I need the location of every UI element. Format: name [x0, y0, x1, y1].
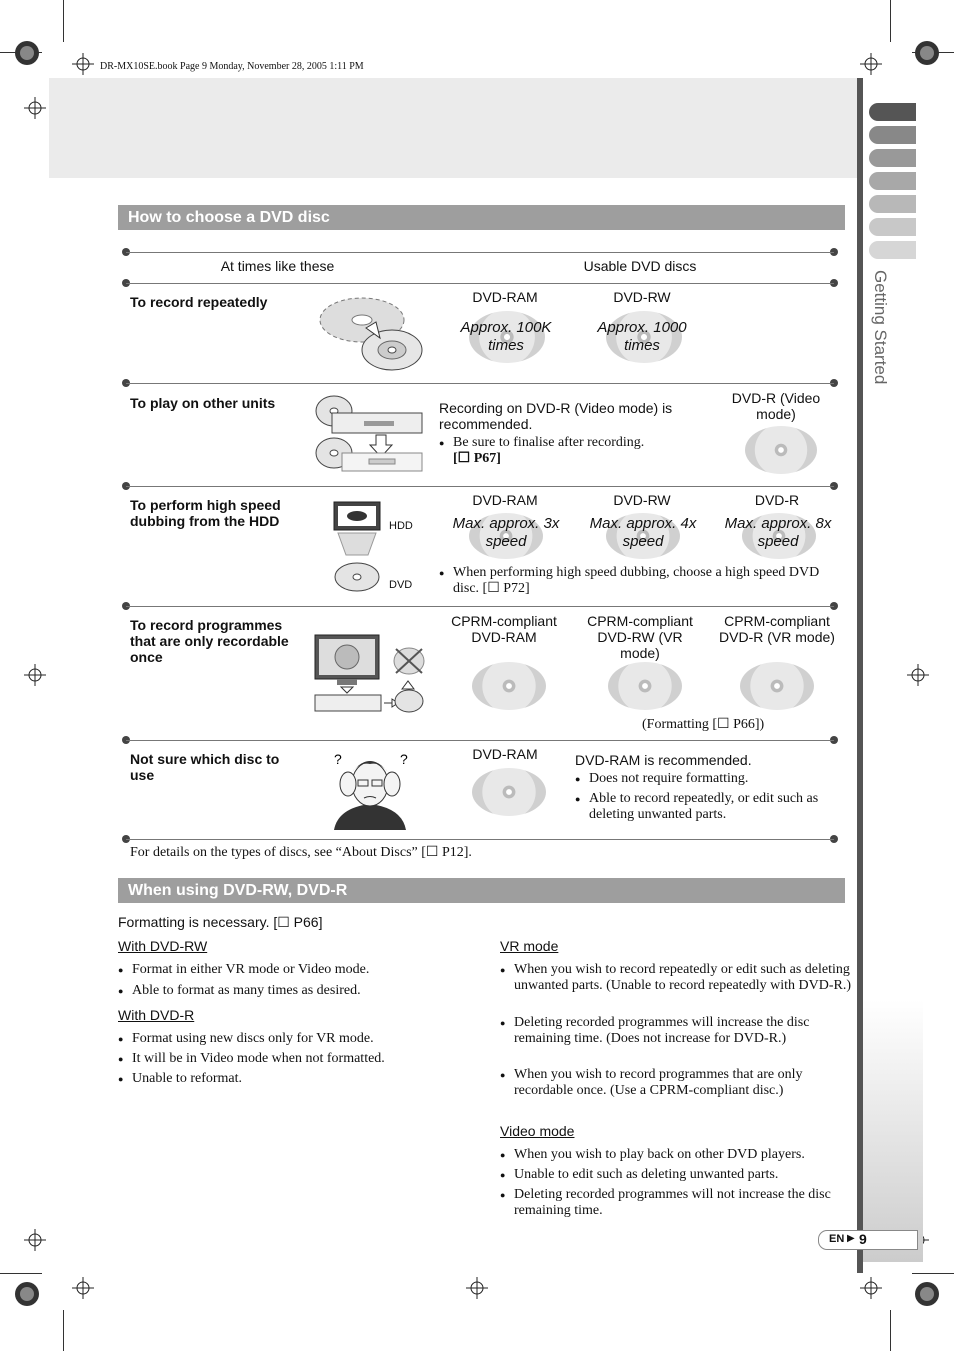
- bullet-item: ● When you wish to play back on other DVD players.: [500, 1147, 856, 1163]
- crosshair-icon: [24, 664, 46, 686]
- disc-type-label: CPRM-compliant DVD-R (VR mode): [719, 613, 835, 645]
- chapter-tab[interactable]: [869, 195, 916, 213]
- disc-type-label: DVD-RAM: [472, 289, 538, 305]
- registration-mark-icon: [14, 1281, 40, 1307]
- column-header-right: Usable DVD discs: [583, 258, 697, 274]
- bullet-item: ● Unable to edit such as deleting unwanted parts.: [500, 1167, 854, 1183]
- hdd-to-dvd-illustration: [330, 499, 385, 595]
- chapter-tab[interactable]: [869, 149, 916, 167]
- recommendation-text: Recording on DVD-R (Video mode) is recommended.: [439, 400, 673, 432]
- bullet-item: ● Able to record repeatedly, or edit such as deleting unwanted parts.: [575, 791, 854, 823]
- table-rule: [126, 606, 834, 607]
- bullet-item: ● When you wish to record programmes that are only recordable once. (Use a CPRM-compliant disc.): [500, 1067, 854, 1099]
- formatting-intro: Formatting is necessary. [☐ P66]: [118, 914, 323, 930]
- bullet-item: ● Does not require formatting.: [575, 771, 849, 787]
- bullet-item: ● Unable to reformat.: [118, 1071, 472, 1087]
- row-label: To record repeatedly: [130, 294, 268, 310]
- disc-icon: [745, 426, 817, 474]
- side-title: Getting Started: [871, 270, 890, 385]
- disc-icon: [740, 662, 814, 710]
- disc-type-label: DVD-RAM: [472, 492, 538, 508]
- svg-text:?: ?: [334, 751, 342, 767]
- table-rule: [126, 486, 834, 487]
- section-header: When using DVD-RW, DVD-R: [118, 878, 845, 903]
- disc-note: Max. approx. 4x speed: [589, 515, 697, 550]
- crosshair-icon: [907, 664, 929, 686]
- disc-type-label: DVD-R (Video mode): [731, 390, 821, 422]
- crosshair-icon: [24, 1229, 46, 1251]
- section-header: How to choose a DVD disc: [118, 205, 845, 230]
- disc-reuse-illustration: [316, 292, 428, 377]
- table-rule: [126, 383, 834, 384]
- disc-note: Approx. 100K times: [460, 319, 552, 354]
- crosshair-icon: [860, 53, 882, 75]
- right-gradient: [863, 1000, 923, 1262]
- subheading: With DVD-R: [118, 1007, 195, 1023]
- crosshair-icon: [72, 1277, 94, 1299]
- chapter-tab[interactable]: [869, 218, 916, 236]
- registration-mark-icon: [14, 40, 40, 66]
- registration-mark-icon: [914, 40, 940, 66]
- crop-mark: [912, 1273, 954, 1274]
- table-rule: [126, 252, 834, 253]
- subheading: With DVD-RW: [118, 938, 208, 954]
- crosshair-icon: [24, 97, 46, 119]
- recorder-player-illustration: [314, 393, 434, 475]
- dvd-label: DVD: [389, 579, 413, 591]
- bullet-item: ● When performing high speed dubbing, choose a high speed DVD disc. [☐ P72]: [439, 565, 843, 597]
- chapter-tab[interactable]: [869, 172, 916, 190]
- bullet-item: ● When you wish to record repeatedly or edit such as deleting unwanted parts. (Unable to record repeatedly with DVD-R.): [500, 962, 854, 994]
- table-rule: [126, 740, 834, 741]
- crop-mark: [63, 0, 64, 42]
- page-number-badge: [818, 1230, 918, 1250]
- row-label: To play on other units: [130, 395, 276, 411]
- bullet-item: ● Format in either VR mode or Video mode.: [118, 962, 472, 978]
- table-rule: [126, 283, 834, 284]
- bullet-item: ● Be sure to finalise after recording. [☐ P67]: [439, 435, 713, 467]
- bullet-item: ● It will be in Video mode when not formatted.: [118, 1051, 472, 1067]
- arrow-icon: ▶: [847, 1233, 855, 1244]
- table-rule: [126, 839, 834, 840]
- hdd-label: HDD: [389, 520, 413, 532]
- disc-icon: [472, 662, 546, 710]
- confused-person-illustration: [324, 748, 416, 830]
- formatting-reference: (Formatting [☐ P66]): [642, 717, 765, 732]
- book-info-line: DR-MX10SE.book Page 9 Monday, November 28, 2005 1:11 PM: [100, 61, 364, 72]
- subheading: Video mode: [500, 1123, 575, 1139]
- disc-type-label: DVD-RW: [613, 492, 671, 508]
- crosshair-icon: [860, 1277, 882, 1299]
- crop-mark: [63, 1310, 64, 1351]
- crosshair-icon: [72, 53, 94, 75]
- disc-note: Max. approx. 3x speed: [452, 515, 560, 550]
- svg-text:?: ?: [400, 751, 408, 767]
- chapter-tab-active[interactable]: [869, 103, 916, 121]
- disc-type-label: CPRM-compliant DVD-RW (VR mode): [587, 613, 693, 661]
- bullet-item: ● Deleting recorded programmes will not increase the disc remaining time.: [500, 1187, 854, 1219]
- registration-mark-icon: [914, 1281, 940, 1307]
- column-header-left: At times like these: [220, 258, 335, 274]
- header-band: [49, 78, 858, 178]
- bullet-item: ● Able to format as many times as desired.: [118, 983, 472, 999]
- chapter-tab[interactable]: [869, 241, 916, 259]
- tv-recorder-illustration: [312, 633, 436, 715]
- row-label: To record programmes that are only recordable once: [130, 617, 289, 665]
- disc-note: Approx. 1000 times: [597, 319, 687, 354]
- disc-type-label: DVD-RW: [613, 289, 671, 305]
- subheading: VR mode: [500, 938, 559, 954]
- disc-icon: [472, 768, 546, 816]
- footer-note: For details on the types of discs, see “About Discs” [☐ P12].: [130, 845, 472, 860]
- language-label: EN: [829, 1233, 845, 1245]
- bullet-item: ● Format using new discs only for VR mode.: [118, 1031, 472, 1047]
- disc-type-label: CPRM-compliant DVD-RAM: [451, 613, 557, 645]
- crop-mark: [890, 0, 891, 42]
- page-number: 9: [859, 1231, 867, 1247]
- bullet-item: ● Deleting recorded programmes will increase the disc remaining time. (Does not increase for DVD-R.): [500, 1015, 856, 1047]
- disc-note: Max. approx. 8x speed: [724, 515, 832, 550]
- disc-icon: [608, 662, 682, 710]
- recommendation-text: DVD-RAM is recommended.: [575, 752, 752, 768]
- crop-mark: [890, 1310, 891, 1351]
- disc-type-label: DVD-R: [754, 492, 800, 508]
- disc-type-label: DVD-RAM: [472, 746, 538, 762]
- crop-mark: [0, 1273, 42, 1274]
- crosshair-icon: [466, 1277, 488, 1299]
- row-label: Not sure which disc to use: [130, 751, 280, 783]
- row-label: To perform high speed dubbing from the HDD: [130, 497, 281, 529]
- chapter-tab[interactable]: [869, 126, 916, 144]
